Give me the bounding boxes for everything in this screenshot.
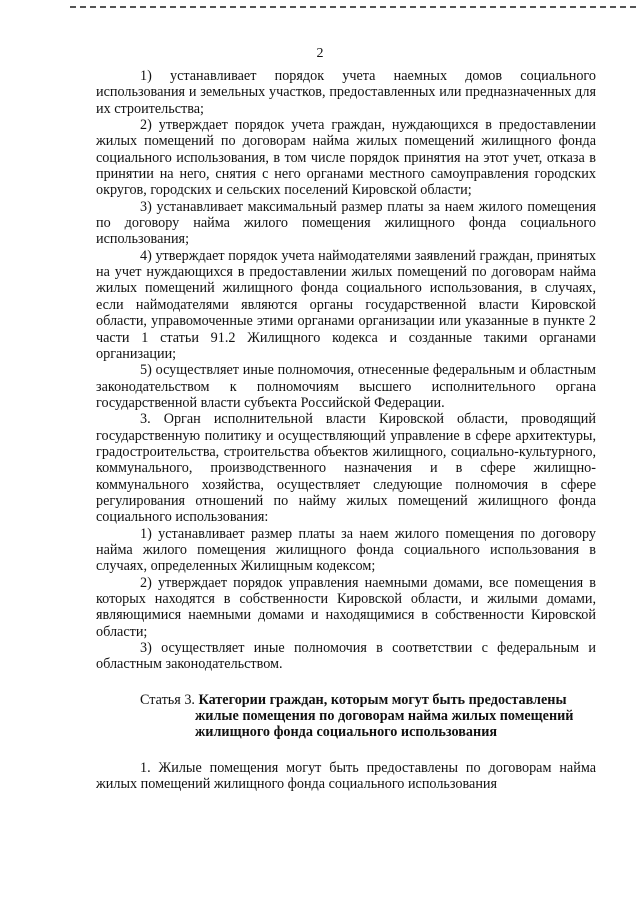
- paragraph-part-3-item-3: 3) осуществляет иные полномочия в соответствии с федеральным и областным законодательством.: [96, 640, 596, 673]
- document-body: [96, 68, 596, 792]
- top-scan-border: [70, 6, 636, 8]
- paragraph-item-4: 4) утверждает порядок учета наймодателями заявлений граждан, принятых на учет нуждающихся в предоставлении жилых помещений по договорам найма жилых помещений жилищного фонда социального использования, в случаях, если наймодателями являются органы государственной власти Кировской области, управомоченные этими органами организации или указанные в пункте 2 части 1 статьи 91.2 Жилищного кодекса и созданные такими органами организации;: [96, 247, 596, 362]
- article-title-line-3: жилищного фонда социального использования: [195, 724, 498, 741]
- page-number: 2: [316, 46, 324, 61]
- paragraph-item-5: 5) осуществляет иные полномочия, отнесенные федеральным и областным законодательством к полномочиям высшего исполнительного органа государственной власти субъекта Российской Федерации.: [96, 362, 596, 411]
- article-title-line-1: Категории граждан, которым могут быть предоставлены: [198, 691, 567, 708]
- article-prefix: Статья 3.: [140, 691, 195, 708]
- paragraph-part-3-item-2: 2) утверждает порядок управления наемными домами, все помещения в которых находятся в собственности Кировской области, и жилыми домами, являющимися наемными домами и находящимися в собственности Кировской области;: [96, 574, 596, 640]
- paragraph-part-3-item-1: 1) устанавливает размер платы за наем жилого помещения по договору найма жилого помещения жилищного фонда социального использования в случаях, определенных Жилищным кодексом;: [96, 525, 596, 575]
- paragraph-item-1: 1) устанавливает порядок учета наемных домов социального использования и земельных участков, предоставленных или предназначенных для их строительства;: [96, 68, 596, 117]
- paragraph-item-3: 3) устанавливает максимальный размер платы за наем жилого помещения по договору найма жилого помещения жилищного фонда социального использования;: [96, 198, 596, 248]
- paragraph-item-2: 2) утверждает порядок учета граждан, нуждающихся в предоставлении жилых помещений по договорам найма жилых помещений жилищного фонда социального использования, в том числе порядок принятия на этот учет, отказа в принятии на него, снятия с него органами местного самоуправления городских округов, городских и сельских поселений Кировской области;: [96, 117, 596, 199]
- paragraph-part-3: 3. Орган исполнительной власти Кировской области, проводящий государственную политику и осуществляющий управление в сфере архитектуры, градостроительства, строительства объектов жилищного, социально-культурного, коммунального, производственного назначения и в сфере жилищно-коммунального хозяйства, осуществляет следующие полномочия в сфере регулирования отношений по найму жилых помещений жилищного фонда социального использования:: [96, 411, 596, 526]
- article-title-line-2: жилые помещения по договорам найма жилых помещений: [195, 708, 574, 725]
- article-heading: [96, 692, 596, 741]
- article-heading-line-1: [96, 692, 596, 708]
- paragraph-article-3-part-1: 1. Жилые помещения могут быть предоставлены по договорам найма жилых помещений жилищного фонда социального использования: [96, 759, 596, 793]
